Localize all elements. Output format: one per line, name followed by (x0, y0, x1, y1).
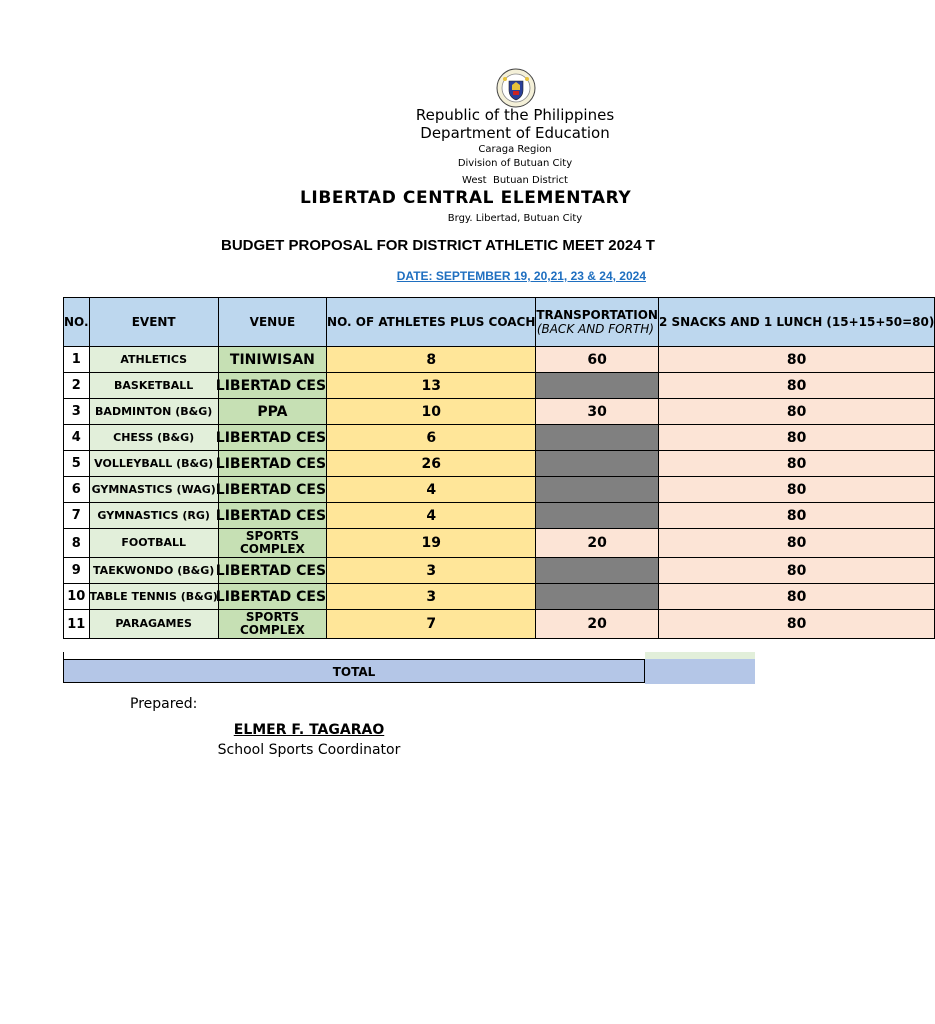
event-cell: TABLE TENNIS (B&G) (89, 584, 218, 610)
total-label: TOTAL (332, 665, 376, 679)
row-number: 8 (64, 529, 90, 558)
header-transportation (536, 298, 659, 347)
venue-cell: LIBERTAD CES (218, 373, 326, 399)
athletes-cell: 4 (327, 503, 536, 529)
transport-cell (536, 477, 659, 503)
transport-cell (536, 503, 659, 529)
transport-cell: 20 (536, 529, 659, 558)
table-row (64, 610, 935, 639)
snacks-cell: 80 (658, 451, 934, 477)
event-cell: FOOTBALL (89, 529, 218, 558)
table-row (64, 477, 935, 503)
event-cell: GYMNASTICS (WAG) (89, 477, 218, 503)
transport-cell (536, 373, 659, 399)
proposal-title: BUDGET PROPOSAL FOR DISTRICT ATHLETIC MEET 2024 T (221, 237, 655, 254)
table-row (64, 399, 935, 425)
event-cell: ATHLETICS (89, 347, 218, 373)
athletes-cell: 26 (327, 451, 536, 477)
snacks-cell: 80 (658, 529, 934, 558)
event-cell: VOLLEYBALL (B&G) (89, 451, 218, 477)
table-row (64, 451, 935, 477)
athletes-cell: 8 (327, 347, 536, 373)
transport-cell (536, 558, 659, 584)
row-number: 3 (64, 399, 90, 425)
row-number: 4 (64, 425, 90, 451)
row-number: 11 (64, 610, 90, 639)
header-snacks: 2 SNACKS AND 1 LUNCH (15+15+50=80) (658, 298, 934, 347)
division-label: Division of Butuan City (457, 158, 573, 169)
header-venue: VENUE (218, 298, 326, 347)
table-gap-row (63, 652, 647, 659)
snacks-cell: 80 (658, 503, 934, 529)
venue-cell: LIBERTAD CES (218, 503, 326, 529)
venue-cell: SPORTS COMPLEX (218, 610, 326, 639)
venue-cell: LIBERTAD CES (218, 477, 326, 503)
snacks-cell: 80 (658, 584, 934, 610)
snacks-cell: 80 (658, 399, 934, 425)
deped-seal-icon (493, 68, 539, 108)
table-row (64, 558, 935, 584)
row-number: 6 (64, 477, 90, 503)
row-number: 10 (64, 584, 90, 610)
signer-position: School Sports Coordinator (217, 742, 401, 758)
venue-cell: LIBERTAD CES (218, 451, 326, 477)
athletes-cell: 3 (327, 558, 536, 584)
venue-cell: PPA (218, 399, 326, 425)
transport-cell: 60 (536, 347, 659, 373)
green-strip (645, 652, 755, 659)
table-header-row (64, 298, 935, 347)
department-label: Department of Education (420, 124, 610, 142)
athletes-cell: 7 (327, 610, 536, 639)
transport-cell: 30 (536, 399, 659, 425)
event-cell: BASKETBALL (89, 373, 218, 399)
school-name: LIBERTAD CENTRAL ELEMENTARY (300, 188, 632, 208)
prepared-label: Prepared: (130, 696, 198, 712)
athletes-cell: 19 (327, 529, 536, 558)
budget-table (63, 297, 935, 639)
header-event: EVENT (89, 298, 218, 347)
transport-cell (536, 451, 659, 477)
venue-cell: LIBERTAD CES (218, 558, 326, 584)
athletes-cell: 6 (327, 425, 536, 451)
republic-label: Republic of the Philippines (415, 106, 615, 124)
row-number: 7 (64, 503, 90, 529)
snacks-cell: 80 (658, 610, 934, 639)
table-row (64, 373, 935, 399)
row-number: 1 (64, 347, 90, 373)
total-row-extension (645, 659, 755, 684)
snacks-cell: 80 (658, 347, 934, 373)
header-transportation-label: TRANSPORTATION (536, 308, 658, 322)
table-row (64, 584, 935, 610)
venue-cell: SPORTS COMPLEX (218, 529, 326, 558)
venue-cell: TINIWISAN (218, 347, 326, 373)
table-row (64, 425, 935, 451)
header-no: NO. (64, 298, 90, 347)
district-label: West Butuan District (462, 175, 568, 186)
region-label: Caraga Region (478, 144, 552, 155)
snacks-cell: 80 (658, 477, 934, 503)
table-row (64, 503, 935, 529)
transport-cell: 20 (536, 610, 659, 639)
row-number: 9 (64, 558, 90, 584)
table-row (64, 529, 935, 558)
venue-cell: LIBERTAD CES (218, 584, 326, 610)
athletes-cell: 4 (327, 477, 536, 503)
event-cell: TAEKWONDO (B&G) (89, 558, 218, 584)
transport-cell (536, 425, 659, 451)
event-cell: PARAGAMES (89, 610, 218, 639)
snacks-cell: 80 (658, 373, 934, 399)
athletes-cell: 10 (327, 399, 536, 425)
total-row (63, 659, 645, 683)
snacks-cell: 80 (658, 558, 934, 584)
event-cell: GYMNASTICS (RG) (89, 503, 218, 529)
barangay-label: Brgy. Libertad, Butuan City (447, 213, 583, 224)
header-transportation-note: (BACK AND FORTH) (536, 322, 654, 336)
venue-cell: LIBERTAD CES (218, 425, 326, 451)
transport-cell (536, 584, 659, 610)
row-number: 2 (64, 373, 90, 399)
date-label: DATE: SEPTEMBER 19, 20,21, 23 & 24, 2024 (396, 269, 646, 283)
header-athletes: NO. OF ATHLETES PLUS COACH (327, 298, 536, 347)
row-number: 5 (64, 451, 90, 477)
athletes-cell: 3 (327, 584, 536, 610)
signer-name: ELMER F. TAGARAO (233, 722, 385, 738)
event-cell: BADMINTON (B&G) (89, 399, 218, 425)
event-cell: CHESS (B&G) (89, 425, 218, 451)
athletes-cell: 13 (327, 373, 536, 399)
snacks-cell: 80 (658, 425, 934, 451)
table-row (64, 347, 935, 373)
